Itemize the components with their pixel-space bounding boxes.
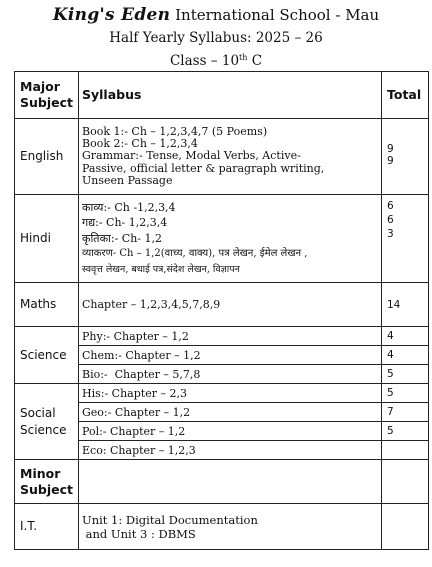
table-row-hindi: [15, 195, 429, 283]
subject-hindi: Hindi: [15, 195, 79, 283]
total-science-phy: 4: [382, 327, 429, 346]
syllabus-social-eco: Eco: Chapter – 1,2,3: [79, 441, 382, 460]
total-minor-empty: [382, 460, 429, 504]
total-science-chem: 4: [382, 346, 429, 365]
syllabus-maths: Chapter – 1,2,3,4,5,7,8,9: [79, 283, 382, 327]
table-row-science-phy: [15, 327, 429, 346]
syllabus-hindi: काव्य:- Ch -1,2,3,4 गद्य:- Ch- 1,2,3,4 कृतिका:- Ch- 1,2 व्याकरण- Ch – 1,2(वाच्य, वाक्य), पत्र लेखन, ईमेल लेखन , स्ववृत्त लेखन, बधाई पत्र,संदेश लेखन, विज्ञापन: [79, 195, 382, 283]
total-maths: 14: [382, 283, 429, 327]
table-row-social-his: [15, 384, 429, 403]
syllabus-science-phy: Phy:- Chapter – 1,2: [79, 327, 382, 346]
total-english: 9 9: [382, 119, 429, 195]
subject-science: Science: [15, 327, 79, 384]
header-total: Total: [382, 72, 429, 119]
table-row-minor-subject: [15, 460, 429, 504]
header-syllabus: Syllabus: [79, 72, 382, 119]
total-social-his: 5: [382, 384, 429, 403]
subject-maths: Maths: [15, 283, 79, 327]
table-row-english: [15, 119, 429, 195]
syllabus-science-bio: Bio:- Chapter – 5,7,8: [79, 365, 382, 384]
document-title: Half Yearly Syllabus: 2025 – 26: [109, 30, 323, 46]
school-name: [0, 6, 432, 24]
subject-it: I.T.: [15, 504, 79, 550]
subject-social-science: Social Science: [15, 384, 79, 460]
total-social-eco: [382, 441, 429, 460]
total-social-pol: 5: [382, 422, 429, 441]
total-science-bio: 5: [382, 365, 429, 384]
table-header-row: [15, 72, 429, 119]
syllabus-it: Unit 1: Digital Documentation and Unit 3 : DBMS: [79, 504, 382, 550]
school-brand: King's Eden: [52, 5, 171, 25]
class-label: Class – 10th C: [169, 53, 263, 69]
school-name-rest: International School - Mau: [175, 6, 380, 24]
total-it-empty: [382, 504, 429, 550]
syllabus-science-chem: Chem:- Chapter – 1,2: [79, 346, 382, 365]
header-major-subject: Major Subject: [15, 72, 79, 119]
subject-english: English: [15, 119, 79, 195]
table-row-maths: [15, 283, 429, 327]
syllabus-social-geo: Geo:- Chapter – 1,2: [79, 403, 382, 422]
syllabus-table: [14, 71, 429, 550]
total-social-geo: 7: [382, 403, 429, 422]
syllabus-social-pol: Pol:- Chapter – 1,2: [79, 422, 382, 441]
header-minor-subject: Minor Subject: [15, 460, 79, 504]
syllabus-social-his: His:- Chapter – 2,3: [79, 384, 382, 403]
total-hindi: 6 6 3: [382, 195, 429, 283]
table-row-it: [15, 504, 429, 550]
syllabus-minor-empty: [79, 460, 382, 504]
syllabus-english: Book 1:- Ch – 1,2,3,4,7 (5 Poems) Book 2:- Ch – 1,2,3,4 Grammar:- Tense, Modal Verbs, Active- Passive, official letter & paragraph writing, Unseen Passage: [79, 119, 382, 195]
